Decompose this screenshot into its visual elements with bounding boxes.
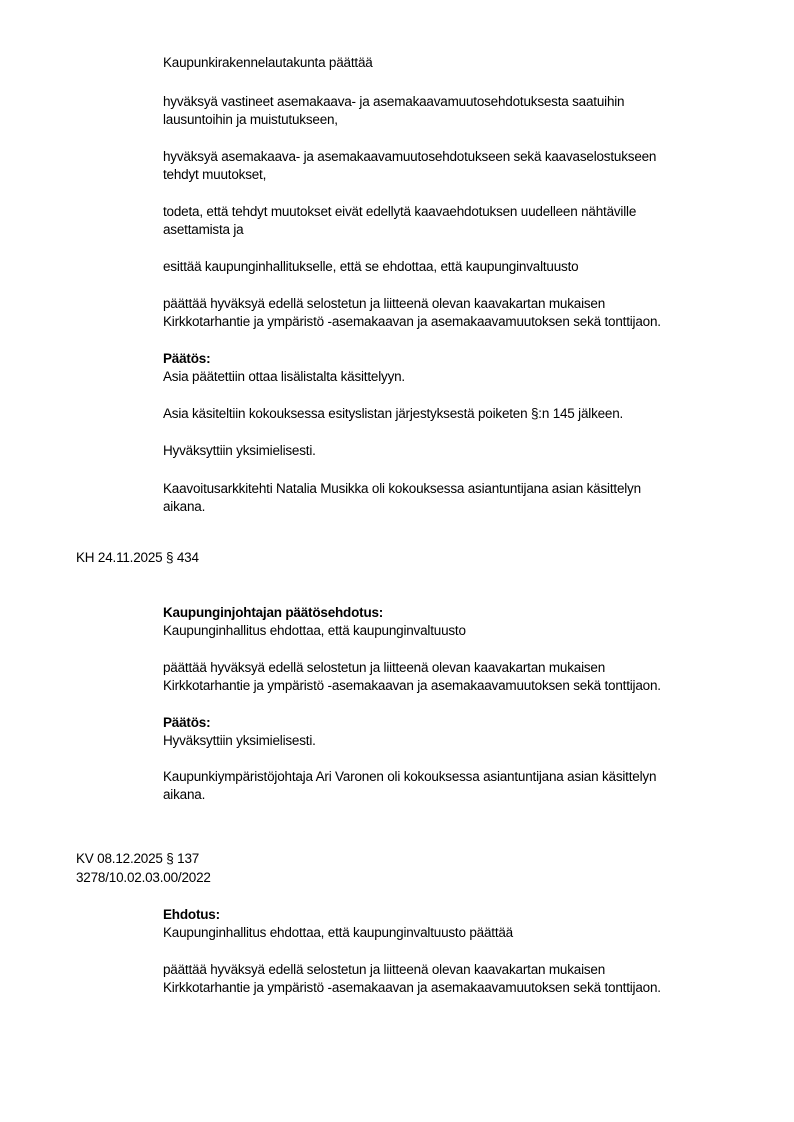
decision-line: aikana. (163, 787, 206, 802)
decision-heading: Päätös: (163, 351, 211, 366)
decision-line: aikana. (163, 499, 206, 514)
meeting-reference: KH 24.11.2025 § 434 (76, 550, 199, 565)
paragraph-line: lausuntoihin ja muistutukseen, (163, 112, 338, 127)
decision-line: Asia käsiteltiin kokouksessa esityslistan järjestyksestä poiketen §:n 145 jälkeen. (163, 406, 624, 421)
decision-line: Kaavoitusarkkitehti Natalia Musikka oli kokouksessa asiantuntijana asian käsittelyn (163, 481, 641, 496)
meeting-reference: KV 08.12.2025 § 137 (76, 851, 200, 866)
decision-line: Hyväksyttiin yksimielisesti. (163, 733, 316, 748)
paragraph-line: todeta, että tehdyt muutokset eivät edellytä kaavaehdotuksen uudelleen nähtäville (163, 204, 637, 219)
diary-number: 3278/10.02.03.00/2022 (76, 870, 211, 885)
paragraph-line: hyväksyä vastineet asemakaava- ja asemakaavamuutosehdotuksesta saatuihin (163, 94, 625, 109)
proposal-heading: Ehdotus: (163, 907, 220, 922)
paragraph-line: hyväksyä asemakaava- ja asemakaavamuutosehdotukseen sekä kaavaselostukseen (163, 149, 657, 164)
proposal-heading: Kaupunginjohtajan päätösehdotus: (163, 605, 384, 620)
paragraph-line: asettamista ja (163, 222, 244, 237)
paragraph-line: päättää hyväksyä edellä selostetun ja liitteenä olevan kaavakartan mukaisen (163, 296, 606, 311)
paragraph-line: Kirkkotarhantie ja ympäristö -asemakaavan ja asemakaavamuutoksen sekä tonttijaon. (163, 980, 661, 995)
intro-text: Kaupunkirakennelautakunta päättää (163, 55, 373, 70)
paragraph-line: Kaupunginhallitus ehdottaa, että kaupunginvaltuusto (163, 623, 466, 638)
decision-heading: Päätös: (163, 715, 211, 730)
paragraph-line: Kaupunginhallitus ehdottaa, että kaupunginvaltuusto päättää (163, 925, 513, 940)
paragraph-line: päättää hyväksyä edellä selostetun ja liitteenä olevan kaavakartan mukaisen (163, 660, 606, 675)
paragraph-line: Kirkkotarhantie ja ympäristö -asemakaavan ja asemakaavamuutoksen sekä tonttijaon. (163, 314, 661, 329)
paragraph-line: tehdyt muutokset, (163, 167, 267, 182)
paragraph-line: päättää hyväksyä edellä selostetun ja liitteenä olevan kaavakartan mukaisen (163, 962, 606, 977)
decision-line: Hyväksyttiin yksimielisesti. (163, 443, 316, 458)
paragraph-line: esittää kaupunginhallitukselle, että se ehdottaa, että kaupunginvaltuusto (163, 259, 579, 274)
decision-line: Asia päätettiin ottaa lisälistalta käsittelyyn. (163, 369, 405, 384)
paragraph-line: Kirkkotarhantie ja ympäristö -asemakaavan ja asemakaavamuutoksen sekä tonttijaon. (163, 678, 661, 693)
decision-line: Kaupunkiympäristöjohtaja Ari Varonen oli kokouksessa asiantuntijana asian käsittelyn (163, 769, 657, 784)
